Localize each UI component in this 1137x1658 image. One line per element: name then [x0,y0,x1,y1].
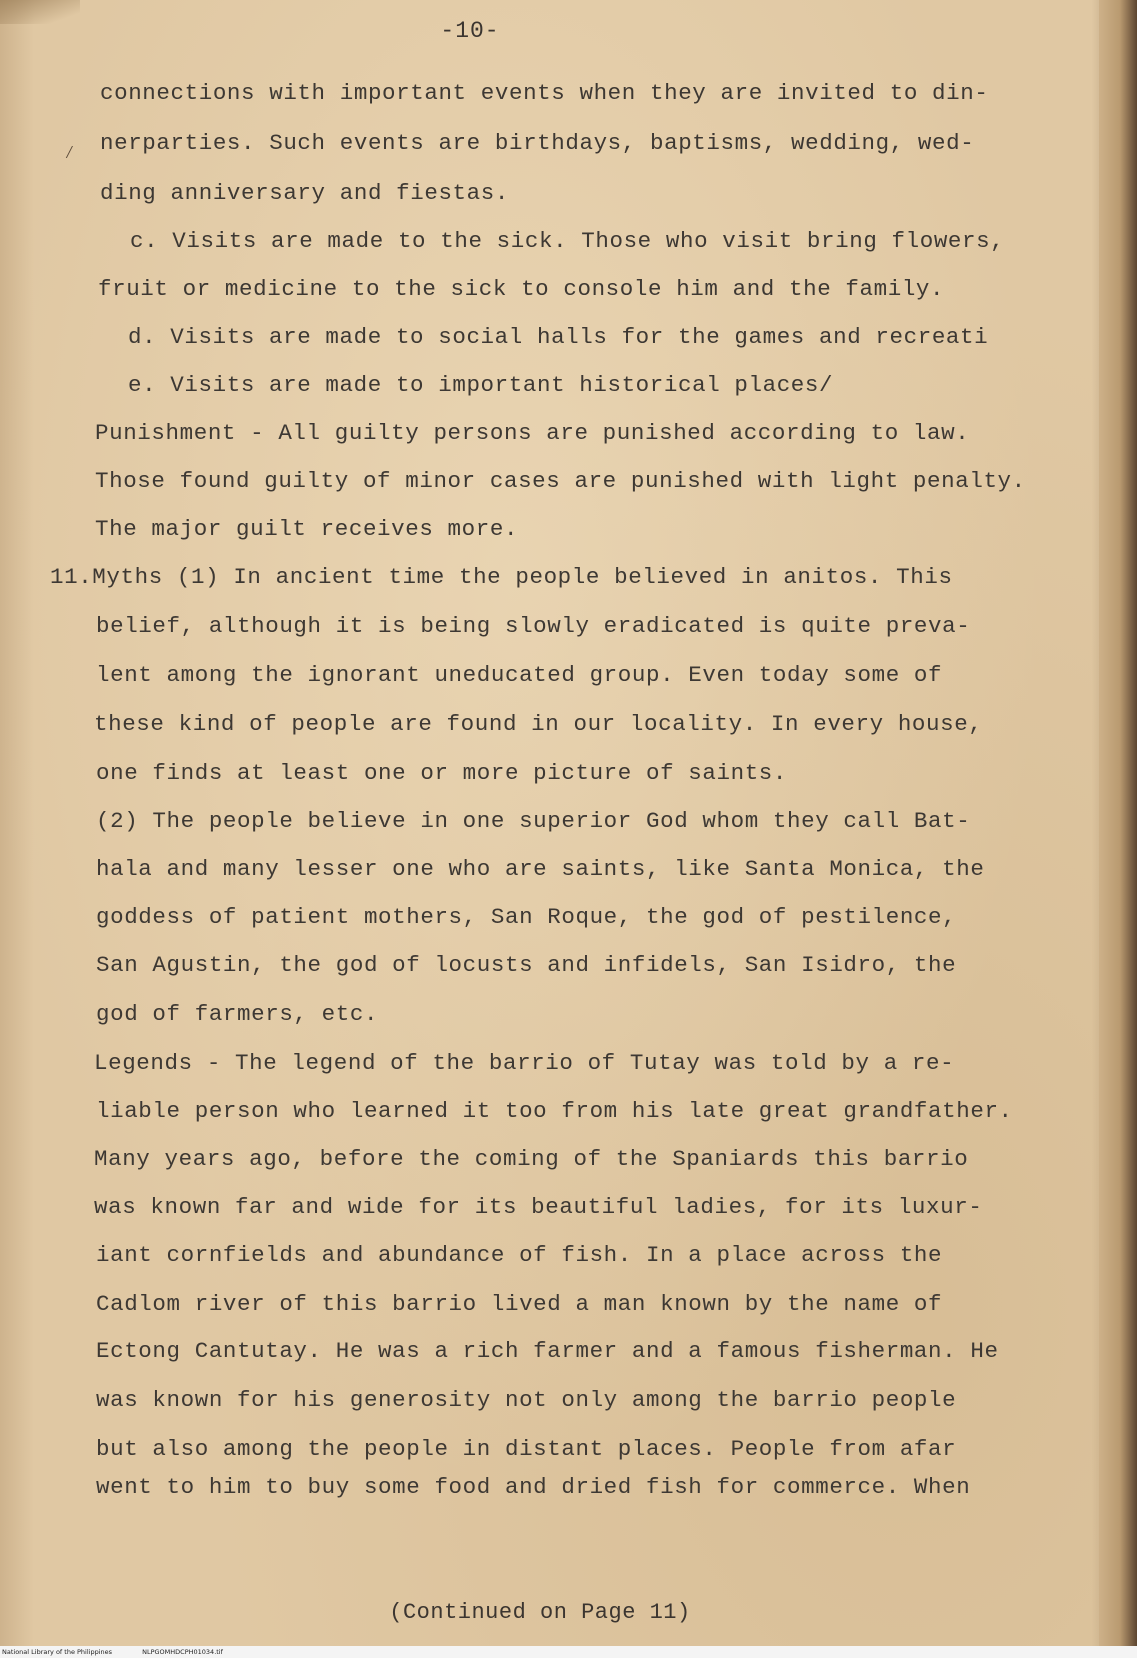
scan-info-strip [0,1646,1137,1658]
file-name: NLPGOMHDCPH01034.tif [142,1648,223,1656]
text-line: one finds at least one or more picture of saints. [96,760,788,786]
text-line: these kind of people are found in our locality. In every house, [94,711,983,737]
text-line: god of farmers, etc. [96,1001,379,1027]
text-line: Many years ago, before the coming of the Spaniards this barrio [94,1146,969,1172]
text-line: lent among the ignorant uneducated group. Even today some of [96,662,943,688]
text-line: iant cornfields and abundance of fish. In a place across the [96,1242,943,1268]
text-line: Punishment - All guilty persons are punished according to law. [95,420,970,446]
text-line: d. Visits are made to social halls for the games and recreati [128,324,989,350]
text-line: hala and many lesser one who are saints, like Santa Monica, the [96,856,985,882]
text-line: liable person who learned it too from his late great grandfather. [96,1098,1013,1124]
text-line: belief, although it is being slowly eradicated is quite preva- [96,613,971,639]
pencil-tick-mark: ⁄ [64,144,75,164]
text-line: was known for his generosity not only among the barrio people [96,1387,957,1413]
text-line: but also among the people in distant places. People from afar [96,1436,957,1462]
page-edge-shadow [1099,0,1137,1646]
text-line: Ectong Cantutay. He was a rich farmer and a famous fisherman. He [96,1338,999,1364]
text-line: went to him to buy some food and dried fish for commerce. When [96,1474,971,1500]
text-line: was known far and wide for its beautiful ladies, for its luxur- [94,1194,983,1220]
text-line: Legends - The legend of the barrio of Tutay was told by a re- [94,1050,955,1076]
text-line: e. Visits are made to important historical places/ [128,372,834,398]
text-line: Cadlom river of this barrio lived a man known by the name of [96,1291,943,1317]
text-line: The major guilt receives more. [95,516,519,542]
text-line: ding anniversary and fiestas. [100,180,509,206]
text-line: (2) The people believe in one superior God whom they call Bat- [96,808,971,834]
text-line: goddess of patient mothers, San Roque, the god of pestilence, [96,904,957,930]
text-line: Those found guilty of minor cases are punished with light penalty. [95,468,1026,494]
source-label: National Library of the Philippines [2,1648,113,1656]
text-line: 11.Myths (1) In ancient time the people believed in anitos. This [50,564,953,590]
continued-note: (Continued on Page 11) [389,1600,691,1625]
text-line: San Agustin, the god of locusts and infidels, San Isidro, the [96,952,957,978]
text-line: nerparties. Such events are birthdays, baptisms, wedding, wed- [100,130,975,156]
page-number: -10- [440,18,500,44]
text-line: c. Visits are made to the sick. Those who visit bring flowers, [130,228,1005,254]
text-line: fruit or medicine to the sick to console him and the family. [98,276,945,302]
text-line: connections with important events when they are invited to din- [100,80,989,106]
